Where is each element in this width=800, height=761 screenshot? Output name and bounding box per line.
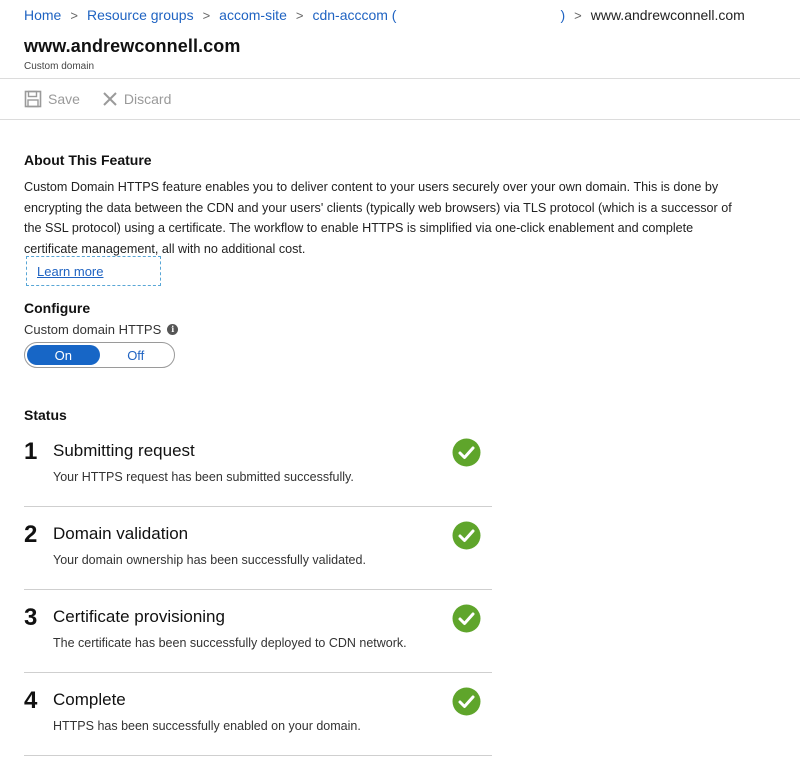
toggle-off-option[interactable]: Off xyxy=(127,347,145,363)
page-title: www.andrewconnell.com xyxy=(24,36,241,56)
https-label xyxy=(24,322,178,337)
breadcrumb-cdn-profile[interactable] xyxy=(312,7,565,23)
about-line: the SSL protocol) using a certificate. The workflow to enable HTTPS is simplified via one-click enablement and complete xyxy=(24,221,694,235)
step-number: 4 xyxy=(24,687,38,714)
status-step xyxy=(24,424,492,507)
chevron-right-icon: > xyxy=(202,7,211,23)
page-subtitle: Custom domain xyxy=(24,61,95,72)
learn-more-focus-box xyxy=(26,256,161,286)
breadcrumb-home[interactable]: Home xyxy=(24,7,62,23)
breadcrumb-resource-groups[interactable]: Resource groups xyxy=(86,7,194,23)
step-number: 3 xyxy=(24,604,38,631)
configure-heading: Configure xyxy=(24,300,91,316)
breadcrumb-cdn-prefix: cdn-acccom ( xyxy=(312,7,397,23)
close-icon xyxy=(102,91,118,107)
status-step xyxy=(24,673,492,756)
https-toggle[interactable] xyxy=(24,342,175,368)
step-title: Complete xyxy=(53,690,126,709)
breadcrumb-current: www.andrewconnell.com xyxy=(590,7,745,23)
chevron-right-icon: > xyxy=(295,7,304,23)
breadcrumb-cdn-suffix: ) xyxy=(560,7,566,23)
step-title: Certificate provisioning xyxy=(53,607,225,626)
about-line: encrypting the data between the CDN and your users' clients (typically web browsers) via TLS protocol (which is a successor of xyxy=(24,200,732,215)
status-steps xyxy=(24,424,492,756)
discard-label: Discard xyxy=(123,91,172,107)
step-description: Your domain ownership has been successfully validated. xyxy=(53,553,366,567)
step-description: HTTPS has been successfully enabled on your domain. xyxy=(53,719,361,733)
about-description xyxy=(24,177,790,259)
https-label-text: Custom domain HTTPS xyxy=(24,322,162,337)
about-line: Custom Domain HTTPS feature enables you to deliver content to your users securely over your own domain. This is done by xyxy=(24,180,719,194)
checkmark-circle-icon xyxy=(452,438,481,467)
learn-more-link[interactable]: Learn more xyxy=(37,263,104,279)
checkmark-circle-icon xyxy=(452,604,481,633)
step-title: Domain validation xyxy=(53,524,189,543)
step-number: 1 xyxy=(24,438,38,465)
save-button[interactable] xyxy=(24,90,80,108)
toggle-on-option[interactable]: On xyxy=(27,345,100,365)
breadcrumb xyxy=(24,5,745,25)
checkmark-circle-icon xyxy=(452,521,481,550)
toolbar-divider xyxy=(0,119,800,120)
command-bar xyxy=(24,90,193,108)
step-number: 2 xyxy=(24,521,38,548)
status-step xyxy=(24,507,492,590)
header-divider xyxy=(0,78,800,79)
status-step xyxy=(24,590,492,673)
step-description: The certificate has been successfully deployed to CDN network. xyxy=(53,636,407,650)
save-label: Save xyxy=(48,91,80,107)
discard-button[interactable] xyxy=(102,91,171,107)
breadcrumb-site[interactable]: accom-site xyxy=(219,7,287,23)
step-title: Submitting request xyxy=(53,441,195,460)
about-line: certificate management, all with no additional cost. xyxy=(24,241,306,256)
status-heading: Status xyxy=(24,407,67,423)
chevron-right-icon: > xyxy=(70,7,78,23)
save-icon xyxy=(24,90,42,108)
checkmark-circle-icon xyxy=(452,687,481,716)
info-icon[interactable]: i xyxy=(167,324,178,335)
about-heading: About This Feature xyxy=(24,152,152,168)
chevron-right-icon: > xyxy=(574,7,582,23)
step-description: Your HTTPS request has been submitted successfully. xyxy=(53,470,354,484)
